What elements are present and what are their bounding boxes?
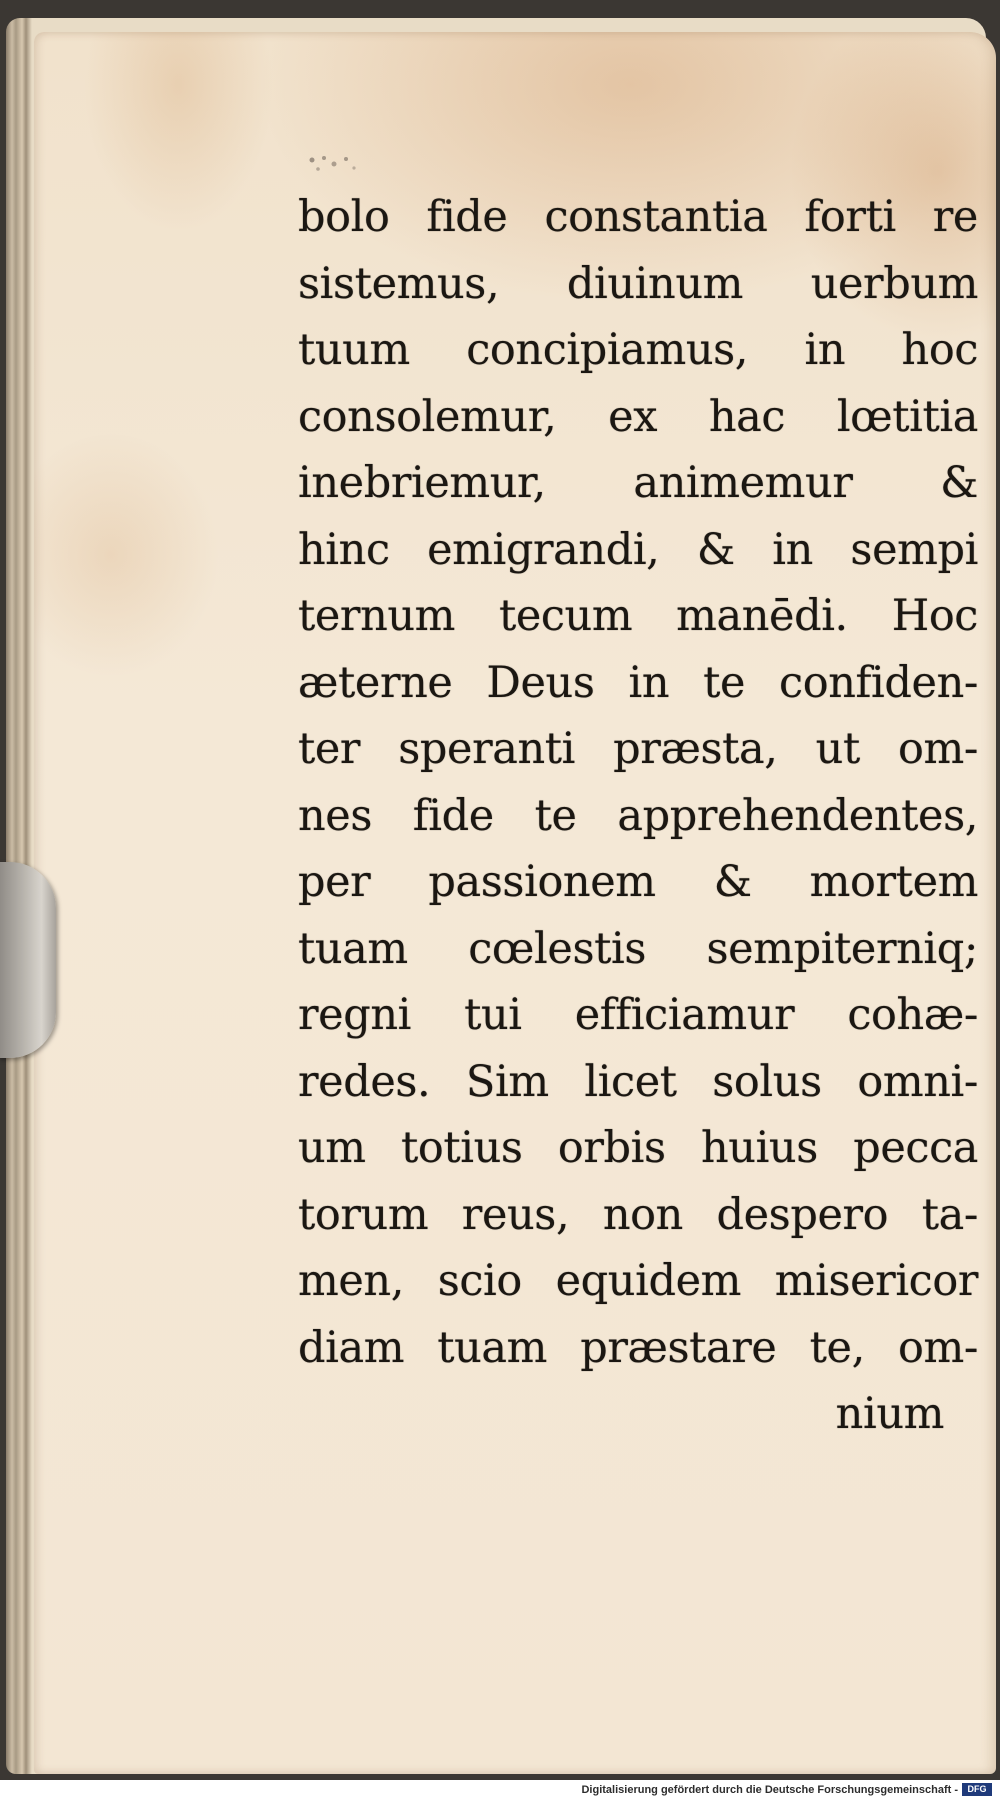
text-line: bolo fide constantia forti re [298,192,978,242]
text-line: hinc emigrandi, & in sempi [298,524,978,575]
text-line: ter speranti præsta, ut om- [298,724,978,774]
ink-smudge-icon [304,152,360,176]
book-edge [6,18,986,1774]
text-line: regni tui efficiamur cohæ- [298,990,978,1040]
catchword: nium [835,1389,944,1439]
text-line: æterne Deus in te confiden- [298,657,978,708]
text-line: consolemur, ex hac lœtitia [298,391,978,442]
text-line: torum reus, non despero ta- [298,1189,978,1240]
funding-credit: Digitalisierung gefördert durch die Deutsche Forschungsgemeinschaft - [581,1784,958,1796]
text-line: per passionem & mortem [298,857,978,907]
book-page [34,32,996,1774]
text-line: inebriemur, animemur & [298,458,978,508]
dfg-logo: DFG [962,1783,992,1796]
text-line: nes fide te apprehendentes, [298,790,978,841]
text-line: um totius orbis huius pecca [298,1123,978,1173]
page-clip [0,862,56,1058]
text-line: diam tuam præstare te, om- [298,1322,978,1373]
text-line: ternum tecum manēdi. Hoc [298,591,978,641]
text-line: tuum concipiamus, in hoc [298,325,978,375]
text-line: redes. Sim licet solus omni- [298,1056,978,1107]
text-line: men, scio equidem misericor [298,1256,978,1306]
body-text [298,184,978,1448]
text-line: tuam cœlestis sempiterniq; [298,923,978,974]
text-line: sistemus, diuinum uerbum [298,258,978,309]
